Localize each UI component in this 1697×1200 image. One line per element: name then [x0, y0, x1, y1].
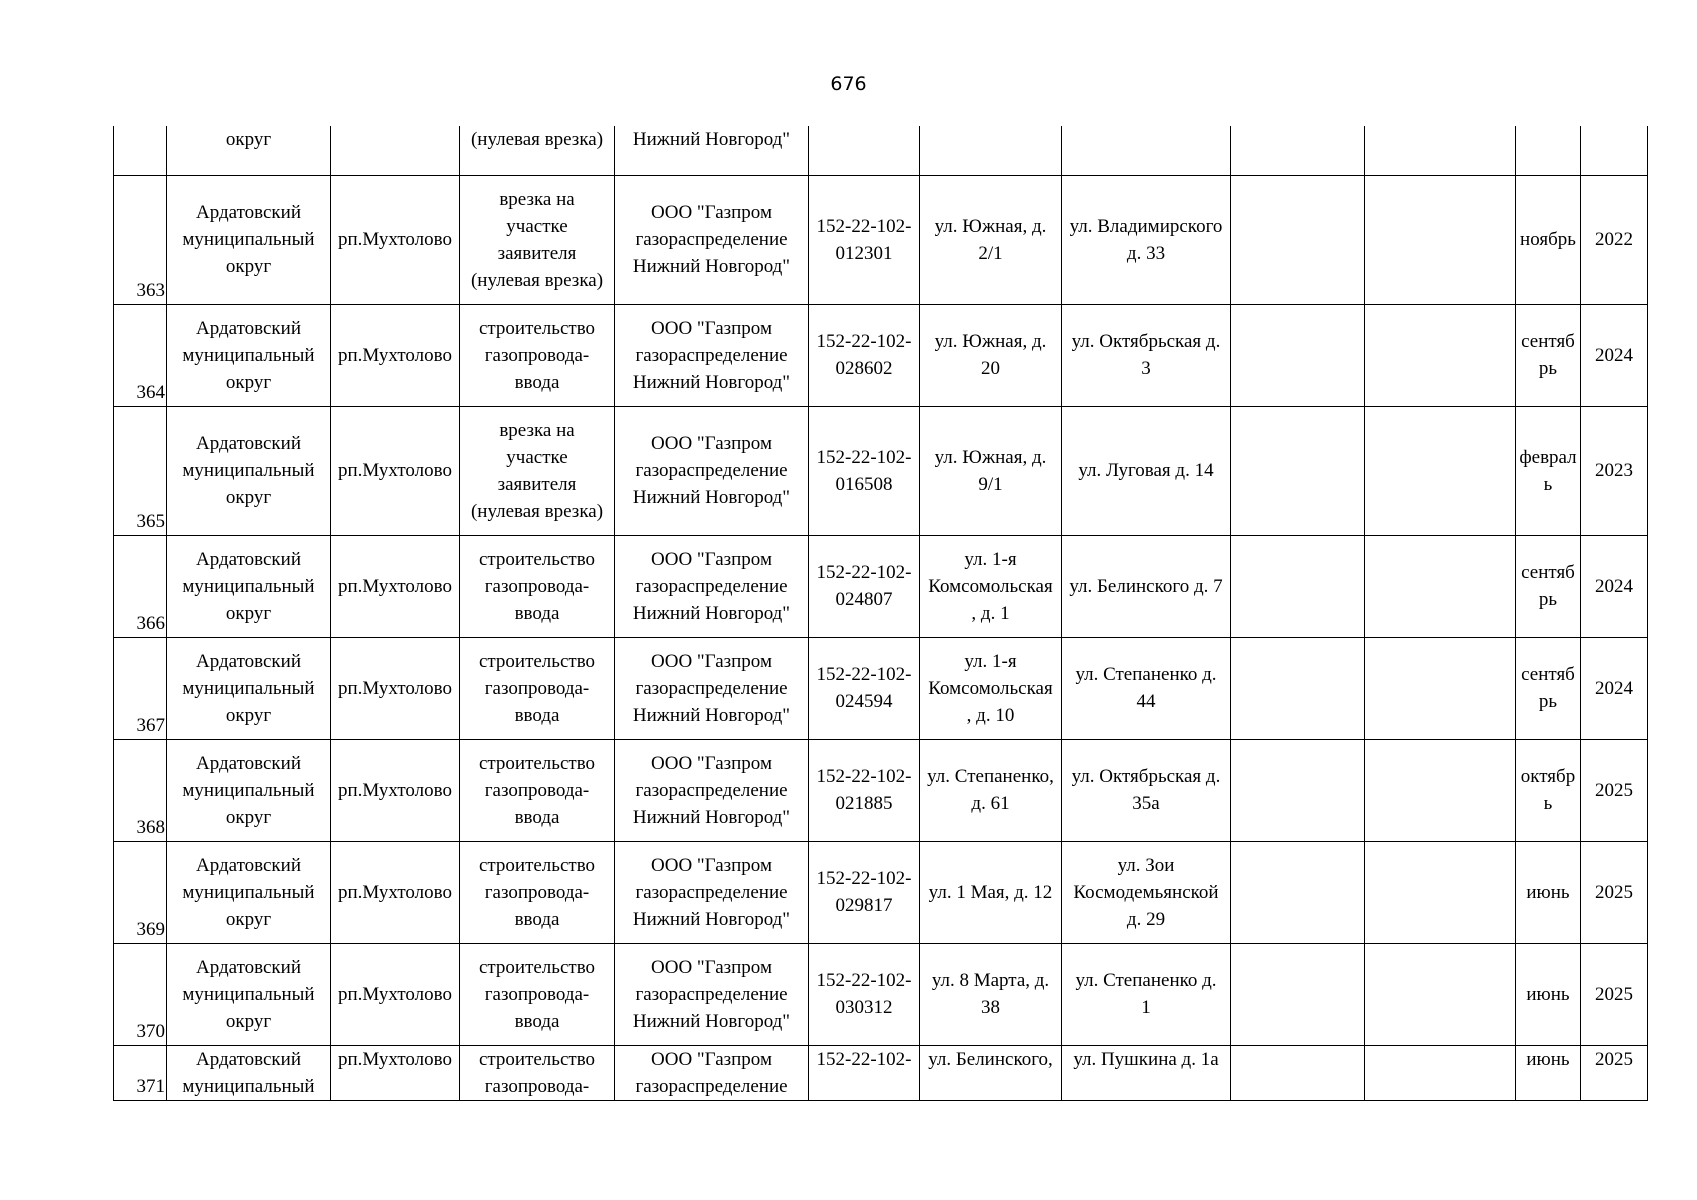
- cell-code: 152-22-102- 021885: [809, 739, 920, 841]
- cell-address-from: ул. 1-я Комсомольская , д. 1: [920, 535, 1062, 637]
- cell-work: врезка на участке заявителя (нулевая врезка): [460, 175, 615, 304]
- cell-empty-2: [1365, 406, 1516, 535]
- cell-address-from: ул. 8 Марта, д. 38: [920, 943, 1062, 1045]
- cell-empty-1: [1231, 1045, 1365, 1100]
- cell-org: ООО "Газпром газораспределение Нижний Новгород": [615, 637, 809, 739]
- cell-address-to: ул. Зои Космодемьянской д. 29: [1062, 841, 1231, 943]
- cell-address-to: ул. Октябрьская д. 35а: [1062, 739, 1231, 841]
- cell-empty-2: [1365, 739, 1516, 841]
- cell-num: 369: [114, 841, 167, 943]
- cell-num: 365: [114, 406, 167, 535]
- cell-month: [1516, 126, 1581, 175]
- cell-district: Ардатовский муниципальный округ: [167, 535, 331, 637]
- cell-settlement: [331, 126, 460, 175]
- cell-address-from: ул. 1-я Комсомольская , д. 10: [920, 637, 1062, 739]
- cell-code: 152-22-102- 024807: [809, 535, 920, 637]
- cell-empty-2: [1365, 535, 1516, 637]
- cell-num: 364: [114, 304, 167, 406]
- cell-year: [1581, 126, 1648, 175]
- cell-settlement: рп.Мухтолово: [331, 841, 460, 943]
- cell-year: 2023: [1581, 406, 1648, 535]
- table-row: [114, 535, 1648, 637]
- cell-month: сентяб рь: [1516, 637, 1581, 739]
- cell-district: Ардатовский муниципальный округ: [167, 637, 331, 739]
- cell-code: 152-22-102- 030312: [809, 943, 920, 1045]
- cell-code: [809, 126, 920, 175]
- table-row: [114, 1045, 1648, 1100]
- cell-org: ООО "Газпром газораспределение Нижний Новгород": [615, 535, 809, 637]
- cell-code: 152-22-102- 024594: [809, 637, 920, 739]
- cell-address-from: ул. Южная, д. 2/1: [920, 175, 1062, 304]
- cell-num: 370: [114, 943, 167, 1045]
- cell-settlement: рп.Мухтолово: [331, 535, 460, 637]
- cell-work: строительство газопровода- ввода: [460, 739, 615, 841]
- cell-org: ООО "Газпром газораспределение Нижний Новгород": [615, 304, 809, 406]
- cell-year: 2024: [1581, 304, 1648, 406]
- cell-code: 152-22-102- 028602: [809, 304, 920, 406]
- cell-work: (нулевая врезка): [460, 126, 615, 175]
- cell-work: строительство газопровода- ввода: [460, 943, 615, 1045]
- table-row: [114, 943, 1648, 1045]
- cell-work: строительство газопровода- ввода: [460, 637, 615, 739]
- cell-settlement: рп.Мухтолово: [331, 304, 460, 406]
- cell-address-from: ул. Южная, д. 9/1: [920, 406, 1062, 535]
- cell-month: ноябрь: [1516, 175, 1581, 304]
- cell-year: 2024: [1581, 535, 1648, 637]
- cell-settlement: рп.Мухтолово: [331, 1045, 460, 1100]
- cell-year: 2025: [1581, 1045, 1648, 1100]
- cell-address-to: ул. Степаненко д. 44: [1062, 637, 1231, 739]
- cell-empty-1: [1231, 943, 1365, 1045]
- cell-num: 363: [114, 175, 167, 304]
- cell-empty-1: [1231, 175, 1365, 304]
- cell-code: 152-22-102-: [809, 1045, 920, 1100]
- cell-code: 152-22-102- 029817: [809, 841, 920, 943]
- cell-address-to: ул. Степаненко д. 1: [1062, 943, 1231, 1045]
- cell-num: 366: [114, 535, 167, 637]
- cell-empty-2: [1365, 175, 1516, 304]
- table-row: [114, 637, 1648, 739]
- cell-empty-1: [1231, 304, 1365, 406]
- cell-year: 2022: [1581, 175, 1648, 304]
- table-row: [114, 175, 1648, 304]
- cell-address-to: [1062, 126, 1231, 175]
- table-row-continued: [114, 126, 1648, 175]
- cell-num: 368: [114, 739, 167, 841]
- cell-district: Ардатовский муниципальный округ: [167, 175, 331, 304]
- data-table: [113, 126, 1648, 1101]
- cell-empty-1: [1231, 841, 1365, 943]
- cell-month: июнь: [1516, 943, 1581, 1045]
- cell-work: строительство газопровода- ввода: [460, 535, 615, 637]
- cell-month: сентяб рь: [1516, 304, 1581, 406]
- cell-work: строительство газопровода- ввода: [460, 841, 615, 943]
- cell-org: ООО "Газпром газораспределение Нижний Новгород": [615, 406, 809, 535]
- cell-work: строительство газопровода-: [460, 1045, 615, 1100]
- cell-settlement: рп.Мухтолово: [331, 739, 460, 841]
- cell-settlement: рп.Мухтолово: [331, 406, 460, 535]
- cell-address-from: ул. 1 Мая, д. 12: [920, 841, 1062, 943]
- cell-org: Нижний Новгород": [615, 126, 809, 175]
- cell-empty-1: [1231, 126, 1365, 175]
- cell-month: феврал ь: [1516, 406, 1581, 535]
- cell-district: Ардатовский муниципальный: [167, 1045, 331, 1100]
- cell-district: Ардатовский муниципальный округ: [167, 406, 331, 535]
- cell-settlement: рп.Мухтолово: [331, 175, 460, 304]
- cell-year: 2025: [1581, 739, 1648, 841]
- cell-month: июнь: [1516, 841, 1581, 943]
- cell-settlement: рп.Мухтолово: [331, 637, 460, 739]
- cell-address-from: ул. Степаненко, д. 61: [920, 739, 1062, 841]
- cell-empty-2: [1365, 304, 1516, 406]
- cell-year: 2024: [1581, 637, 1648, 739]
- cell-empty-1: [1231, 739, 1365, 841]
- cell-address-to: ул. Октябрьская д. 3: [1062, 304, 1231, 406]
- table-row: [114, 406, 1648, 535]
- cell-work: строительство газопровода- ввода: [460, 304, 615, 406]
- cell-org: ООО "Газпром газораспределение Нижний Новгород": [615, 841, 809, 943]
- cell-address-to: ул. Пушкина д. 1а: [1062, 1045, 1231, 1100]
- cell-settlement: рп.Мухтолово: [331, 943, 460, 1045]
- cell-address-from: ул. Южная, д. 20: [920, 304, 1062, 406]
- table-row: [114, 841, 1648, 943]
- table-row: [114, 739, 1648, 841]
- cell-district: Ардатовский муниципальный округ: [167, 943, 331, 1045]
- cell-org: ООО "Газпром газораспределение: [615, 1045, 809, 1100]
- cell-month: июнь: [1516, 1045, 1581, 1100]
- table-row: [114, 304, 1648, 406]
- cell-org: ООО "Газпром газораспределение Нижний Новгород": [615, 739, 809, 841]
- cell-district: Ардатовский муниципальный округ: [167, 739, 331, 841]
- cell-num: 371: [114, 1045, 167, 1100]
- cell-address-to: ул. Луговая д. 14: [1062, 406, 1231, 535]
- cell-code: 152-22-102- 016508: [809, 406, 920, 535]
- cell-address-to: ул. Белинского д. 7: [1062, 535, 1231, 637]
- cell-num: [114, 126, 167, 175]
- cell-district: Ардатовский муниципальный округ: [167, 304, 331, 406]
- cell-num: 367: [114, 637, 167, 739]
- cell-year: 2025: [1581, 841, 1648, 943]
- cell-year: 2025: [1581, 943, 1648, 1045]
- cell-org: ООО "Газпром газораспределение Нижний Новгород": [615, 943, 809, 1045]
- cell-address-from: [920, 126, 1062, 175]
- cell-empty-1: [1231, 637, 1365, 739]
- cell-empty-2: [1365, 943, 1516, 1045]
- cell-empty-1: [1231, 535, 1365, 637]
- cell-empty-1: [1231, 406, 1365, 535]
- cell-org: ООО "Газпром газораспределение Нижний Новгород": [615, 175, 809, 304]
- cell-empty-2: [1365, 841, 1516, 943]
- cell-month: сентяб рь: [1516, 535, 1581, 637]
- cell-district: Ардатовский муниципальный округ: [167, 841, 331, 943]
- page-number: 676: [830, 73, 867, 95]
- cell-month: октябр ь: [1516, 739, 1581, 841]
- cell-empty-2: [1365, 637, 1516, 739]
- cell-work: врезка на участке заявителя (нулевая врезка): [460, 406, 615, 535]
- cell-empty-2: [1365, 126, 1516, 175]
- cell-empty-2: [1365, 1045, 1516, 1100]
- cell-code: 152-22-102- 012301: [809, 175, 920, 304]
- cell-district: округ: [167, 126, 331, 175]
- cell-address-from: ул. Белинского,: [920, 1045, 1062, 1100]
- cell-address-to: ул. Владимирского д. 33: [1062, 175, 1231, 304]
